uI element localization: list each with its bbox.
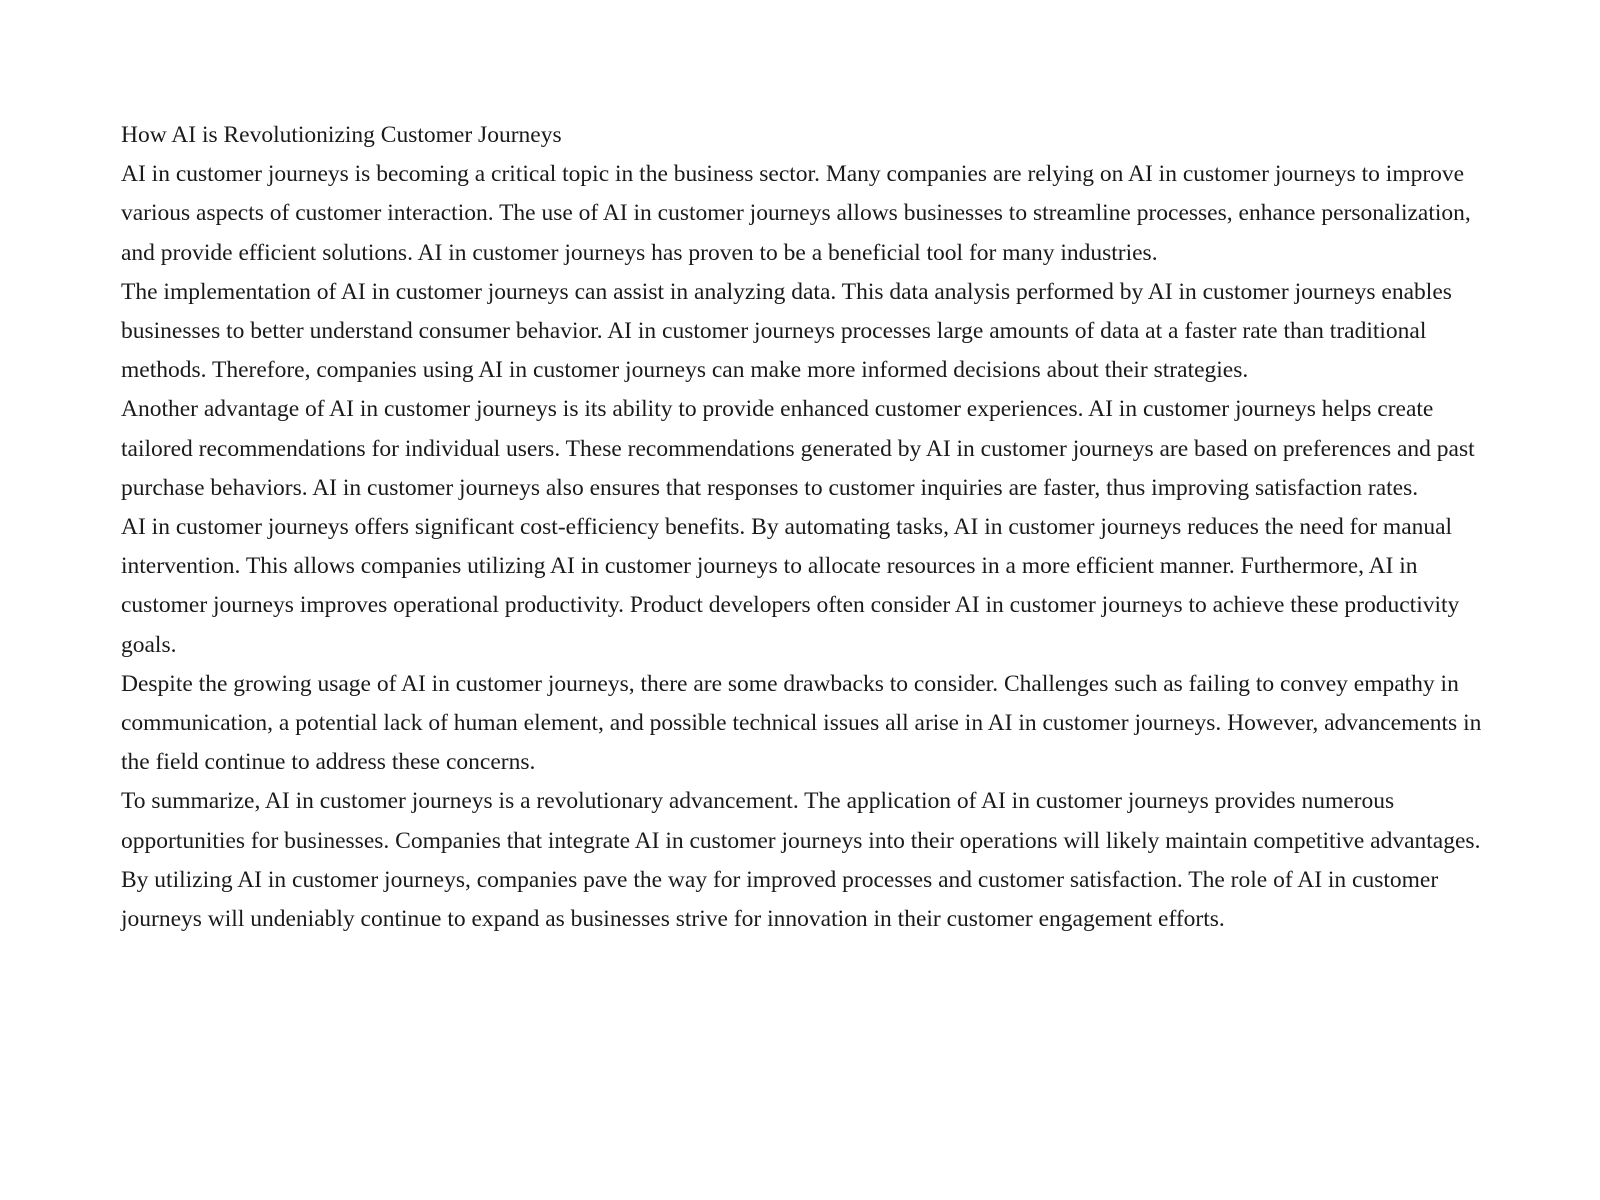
paragraph-drawbacks: Despite the growing usage of AI in customer journeys, there are some drawbacks to consider. Challenges such as failing to convey empathy in communication, a potential lack of human element, and possible technical issues all arise in AI in customer journeys. However, advancements in the field continue to address these concerns. — [121, 670, 1482, 776]
document-body — [121, 116, 1491, 939]
paragraph-customer-experience: Another advantage of AI in customer journeys is its ability to provide enhanced customer experiences. AI in customer journeys helps create tailored recommendations for individual users. These recommendations generated by AI in customer journeys are based on preferences and past purchase behaviors. AI in customer journeys also ensures that responses to customer inquiries are faster, thus improving satisfaction rates. — [121, 396, 1475, 501]
document-title: How AI is Revolutionizing Customer Journeys — [121, 122, 562, 148]
paragraph-cost-efficiency: AI in customer journeys offers significant cost-efficiency benefits. By automating tasks, AI in customer journeys reduces the need for manual intervention. This allows companies utilizing AI in customer journeys to allocate resources in a more efficient manner. Furthermore, AI in customer journeys improves operational productivity. Product developers often consider AI in customer journeys to achieve these productivity goals. — [121, 514, 1460, 658]
paragraph-summary: To summarize, AI in customer journeys is a revolutionary advancement. The application of AI in customer journeys provides numerous opportunities for businesses. Companies that integrate AI in customer journeys into their operations will likely maintain competitive advantages. By utilizing AI in customer journeys, companies pave the way for improved processes and customer satisfaction. The role of AI in customer journeys will undeniably continue to expand as businesses strive for innovation in their customer engagement efforts. — [121, 788, 1481, 933]
paragraph-data-analysis: The implementation of AI in customer journeys can assist in analyzing data. This data analysis performed by AI in customer journeys enables businesses to better understand consumer behavior. AI in customer journeys processes large amounts of data at a faster rate than traditional methods. Therefore, companies using AI in customer journeys can make more informed decisions about their strategies. — [121, 278, 1452, 384]
paragraph-intro: AI in customer journeys is becoming a critical topic in the business sector. Many companies are relying on AI in customer journeys to improve various aspects of customer interaction. The use of AI in customer journeys allows businesses to streamline processes, enhance personalization, and provide efficient solutions. AI in customer journeys has proven to be a beneficial tool for many industries. — [121, 161, 1471, 266]
